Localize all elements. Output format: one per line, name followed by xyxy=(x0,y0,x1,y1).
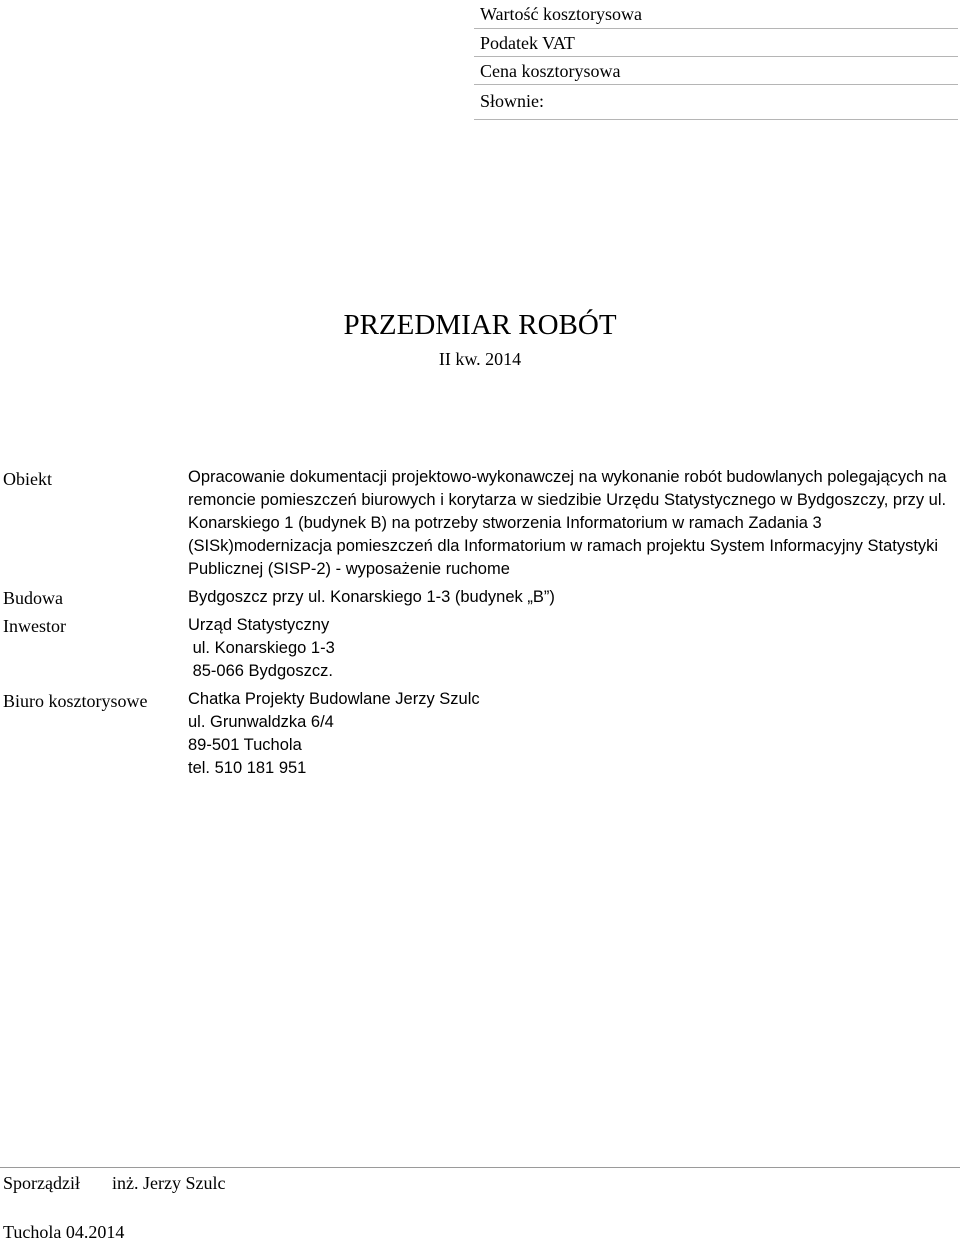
investor-label: Inwestor xyxy=(3,616,66,636)
building-label: Budowa xyxy=(3,588,63,608)
cost-office-address xyxy=(188,688,948,780)
cost-office-label: Biuro kosztorysowe xyxy=(3,691,148,711)
building-value: Bydgoszcz przy ul. Konarskiego 1-3 (budynek „B”) xyxy=(188,588,555,606)
prepared-by-name: inż. Jerzy Szulc xyxy=(112,1173,226,1193)
office-line: tel. 510 181 951 xyxy=(188,759,307,777)
investor-line: ul. Konarskiego 1-3 xyxy=(188,639,335,657)
document-period: II kw. 2014 xyxy=(438,349,522,369)
object-label: Obiekt xyxy=(3,469,52,489)
prepared-by-label: Sporządził xyxy=(3,1173,80,1193)
document-title: PRZEDMIAR ROBÓT xyxy=(343,309,617,341)
cost-price-label: Cena kosztorysowa xyxy=(474,56,958,84)
office-line: 89-501 Tuchola xyxy=(188,736,302,754)
object-description: Opracowanie dokumentacji projektowo-wykonawczej na wykonanie robót budowlanych polegających na remoncie pomieszczeń biurowych i korytarza w siedzibie Urzędu Statystycznego w Bydgoszczy, przy ul. Konarskiego 1 (budynek B) na potrzeby stworzenia Informatorium w ramach Zadania 3 (SISk)modernizacja pomieszczeń dla Informatorium w ramach projektu System Informacyjny Statystyki Publicznej (SISP-2) - wyposażenie ruchome xyxy=(188,468,947,578)
vat-label: Podatek VAT xyxy=(474,28,958,56)
place-and-date: Tuchola 04.2014 xyxy=(3,1222,125,1242)
investor-address xyxy=(188,614,948,683)
signature-divider xyxy=(0,1167,960,1168)
investor-line: Urząd Statystyczny xyxy=(188,616,330,634)
office-line: ul. Grunwaldzka 6/4 xyxy=(188,713,334,731)
in-words-label: Słownie: xyxy=(474,84,958,120)
cost-summary-box xyxy=(474,0,958,120)
office-line: Chatka Projekty Budowlane Jerzy Szulc xyxy=(188,690,480,708)
investor-line: 85-066 Bydgoszcz. xyxy=(188,662,333,680)
cost-value-label: Wartość kosztorysowa xyxy=(480,4,643,24)
